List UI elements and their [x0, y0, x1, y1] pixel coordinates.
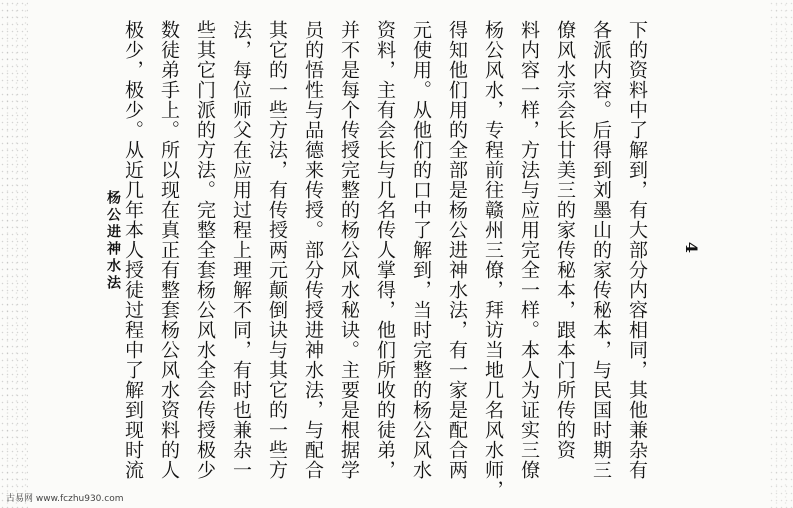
text-column: 极少，极少。从近几年本人授徒过程中了解到现时流: [122, 20, 144, 480]
text-column: 些其它门派的方法。完整全套杨公风水全会传授极少: [194, 20, 216, 480]
text-column: 各派内容。后得到刘墨山的家传秘本，与民国时期三: [590, 20, 612, 480]
scan-edge-right: [769, 0, 793, 508]
text-column: 资料，主有会长与几名传人掌得，他们所收的徒弟，: [374, 20, 396, 480]
text-column: 料内容一样，方法与应用完全一样。本人为证实三僚: [518, 20, 540, 480]
page-number: 4: [682, 241, 702, 254]
text-column: 僚风水宗会长廿美三的家传秘本，跟本门所传的资: [554, 20, 576, 460]
text-column: 其它的一些方法，有传授两元颠倒诀与其它的一些方: [266, 20, 288, 480]
chapter-title: 杨公进神水法: [105, 190, 121, 292]
body-text: [122, 20, 655, 500]
text-column: 法，每位师父在应用过程上理解不同，有时也兼杂一: [230, 20, 252, 480]
text-column: 得知他们用的全部是杨公进神水法，有一家是配合两: [446, 20, 468, 480]
text-column: 并不是每个传授完整的杨公风水秘诀。主要是根据学: [338, 20, 360, 480]
scan-edge-left: [0, 0, 28, 508]
site-watermark: 古易网 www.fczhu930.com: [6, 494, 124, 504]
text-column: 下的资料中了解到，有大部分内容相同，其他兼杂有: [626, 20, 648, 480]
text-column: 数徒弟手上。所以现在真正有整套杨公风水资料的人: [158, 20, 180, 480]
text-column: 员的悟性与品德来传授。部分传授进神水法，与配合: [302, 20, 324, 480]
text-column: 元使用。从他们的口中了解到，当时完整的杨公风水: [410, 20, 432, 480]
text-column: 杨公风水，专程前往赣州三僚，拜访当地几名风水师，: [482, 20, 504, 500]
